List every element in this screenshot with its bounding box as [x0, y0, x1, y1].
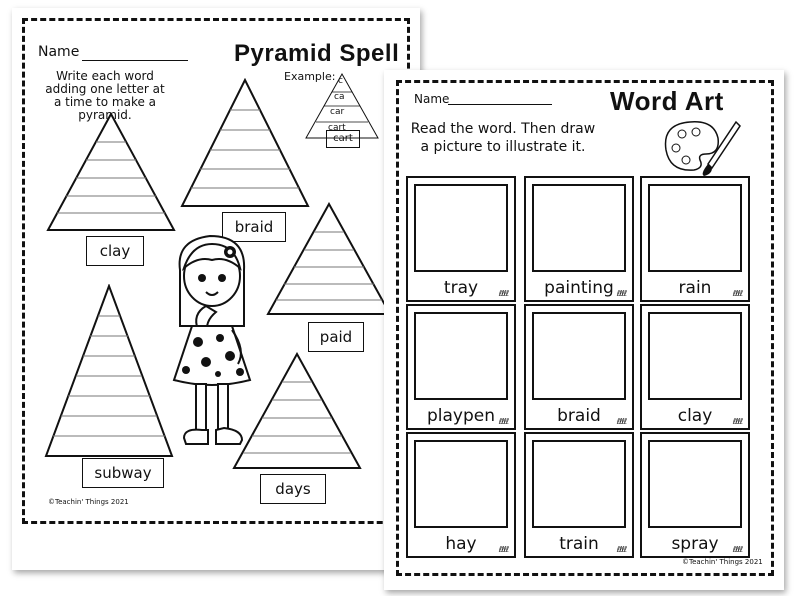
frame-word: playpen	[426, 406, 496, 426]
pyramid-clay	[46, 112, 176, 234]
name-label: Name	[414, 92, 450, 106]
swirl-decoration: ℓℓℓℓ	[498, 545, 508, 554]
frame-word: painting	[544, 278, 614, 298]
swirl-decoration: ℓℓℓℓ	[732, 289, 742, 298]
frame-word: train	[559, 534, 599, 554]
word-art-worksheet	[384, 70, 784, 590]
copyright: ©Teachin' Things 2021	[682, 558, 763, 566]
drawing-frame[interactable]	[524, 432, 634, 558]
drawing-area[interactable]	[532, 312, 626, 400]
word-box-days: days	[260, 474, 326, 504]
page-title: Word Art	[610, 86, 724, 116]
frame-word: spray	[671, 534, 719, 554]
frame-word: clay	[677, 406, 713, 426]
example-answer-box: cart	[326, 130, 360, 148]
pyramid-subway	[44, 284, 174, 460]
drawing-area[interactable]	[414, 312, 508, 400]
drawing-frame[interactable]	[406, 432, 516, 558]
drawing-area[interactable]	[648, 440, 742, 528]
example-step: cart	[328, 123, 346, 133]
name-label: Name	[38, 44, 80, 60]
paint-palette-icon	[660, 116, 744, 178]
copyright: ©Teachin' Things 2021	[48, 498, 129, 506]
frame-word: tray	[443, 278, 479, 298]
page-title: Pyramid Spell	[234, 40, 400, 67]
drawing-area[interactable]	[648, 312, 742, 400]
drawing-frame[interactable]	[524, 176, 634, 302]
word-box-braid: braid	[222, 212, 286, 242]
word-box-subway: subway	[82, 458, 164, 488]
swirl-decoration: ℓℓℓℓ	[498, 417, 508, 426]
instructions: Write each word adding one letter at a time to make a pyramid.	[45, 69, 165, 122]
pyramid-braid	[180, 78, 310, 210]
swirl-decoration: ℓℓℓℓ	[498, 289, 508, 298]
example-step: c	[338, 76, 343, 86]
girl-illustration	[162, 230, 262, 462]
swirl-decoration: ℓℓℓℓ	[732, 417, 742, 426]
example-label: Example:	[284, 70, 336, 83]
frame-word: rain	[678, 278, 712, 298]
example-step: car	[330, 107, 345, 117]
swirl-decoration: ℓℓℓℓ	[616, 289, 626, 298]
drawing-frame[interactable]	[406, 304, 516, 430]
word-box-paid: paid	[308, 322, 364, 352]
drawing-frame[interactable]	[524, 304, 634, 430]
name-line	[82, 60, 188, 61]
frame-word: braid	[557, 406, 601, 426]
swirl-decoration: ℓℓℓℓ	[616, 545, 626, 554]
drawing-frame[interactable]	[640, 304, 750, 430]
instructions: Read the word. Then draw a picture to illustrate it.	[410, 121, 596, 155]
drawing-area[interactable]	[414, 440, 508, 528]
drawing-frame[interactable]	[406, 176, 516, 302]
drawing-area[interactable]	[414, 184, 508, 272]
swirl-decoration: ℓℓℓℓ	[732, 545, 742, 554]
frame-word: hay	[445, 534, 477, 554]
drawing-frame[interactable]	[640, 432, 750, 558]
name-line	[448, 104, 552, 105]
word-box-clay: clay	[86, 236, 144, 266]
pyramid-paid	[266, 202, 392, 318]
drawing-frame[interactable]	[640, 176, 750, 302]
drawing-area[interactable]	[648, 184, 742, 272]
swirl-decoration: ℓℓℓℓ	[616, 417, 626, 426]
example-step: ca	[334, 92, 345, 102]
pyramid-spell-worksheet	[12, 8, 420, 570]
drawing-area[interactable]	[532, 184, 626, 272]
drawing-area[interactable]	[532, 440, 626, 528]
